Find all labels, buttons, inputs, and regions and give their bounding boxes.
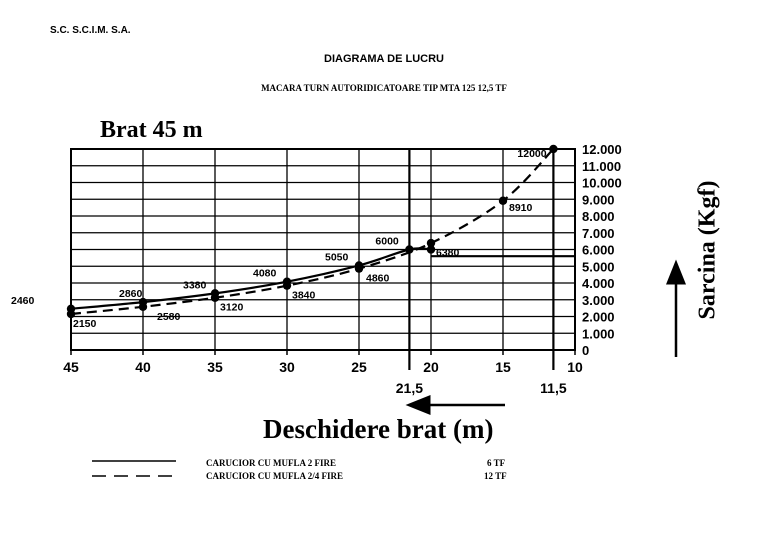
data-label: 3840 — [292, 289, 316, 302]
x-tick-label: 45 — [63, 359, 79, 375]
x-tick-label: 25 — [351, 359, 367, 375]
document-subtitle: MACARA TURN AUTORIDICATOARE TIP MTA 125 12,5 TF — [261, 83, 507, 93]
x-tick-label: 10 — [567, 359, 583, 375]
data-point — [283, 281, 291, 289]
data-label: 2860 — [119, 288, 143, 301]
x-extra-tick-label: 21,5 — [395, 380, 424, 396]
y-tick-label: 8.000 — [582, 209, 615, 224]
data-label: 4080 — [253, 267, 277, 280]
y-tick-label: 5.000 — [582, 259, 615, 275]
data-label: 2580 — [157, 310, 181, 323]
y-tick-label: 3.000 — [582, 292, 615, 308]
chart-title: Brat 45 m — [100, 117, 203, 143]
legend-series-2-capacity: 12 TF — [484, 471, 507, 481]
data-point — [355, 264, 363, 272]
x-extra-tick-label: 11,5 — [540, 380, 567, 396]
data-label: 2460 — [11, 294, 35, 307]
legend-series-1-name: CARUCIOR CU MUFLA 2 FIRE — [206, 458, 336, 468]
y-tick-label: 7.000 — [582, 225, 615, 241]
data-point — [211, 294, 219, 302]
document-title: DIAGRAMA DE LUCRU — [324, 53, 444, 65]
x-tick-label: 35 — [207, 359, 223, 375]
y-tick-label: 11.000 — [582, 158, 622, 174]
data-label: 8910 — [509, 201, 533, 214]
grid — [71, 149, 575, 350]
data-point — [499, 197, 507, 205]
x-tick-label: 30 — [279, 359, 295, 375]
y-tick-label: 0 — [582, 343, 590, 358]
data-point — [139, 303, 147, 311]
data-label: 6380 — [436, 247, 460, 260]
x-tick-label: 15 — [495, 359, 511, 375]
x-axis-label: Deschidere brat (m) — [263, 414, 494, 444]
data-label: 3120 — [220, 301, 244, 314]
data-label: 12000 — [517, 148, 547, 160]
y-tick-label: 6.000 — [582, 242, 615, 258]
legend-series-1-capacity: 6 TF — [487, 458, 506, 468]
data-label: 6000 — [375, 235, 399, 248]
y-tick-label: 4.000 — [582, 276, 615, 291]
data-label: 3380 — [183, 279, 207, 292]
legend-lines — [90, 455, 180, 485]
x-tick-label: 20 — [423, 359, 439, 375]
y-tick-label: 10.000 — [582, 175, 622, 191]
data-label: 2150 — [73, 317, 97, 330]
company-name: S.C. S.C.I.M. S.A. — [50, 25, 131, 36]
x-tick-label: 40 — [135, 359, 151, 375]
y-tick-label: 12.000 — [582, 142, 622, 157]
legend-series-2-name: CARUCIOR CU MUFLA 2/4 FIRE — [206, 471, 343, 481]
data-point — [427, 239, 435, 247]
y-tick-label: 9.000 — [582, 192, 615, 208]
y-axis-label: Sarcina (Kgf) — [694, 180, 721, 320]
data-label: 5050 — [325, 251, 349, 264]
data-labels — [11, 148, 547, 330]
y-tick-label: 1.000 — [582, 326, 615, 342]
data-label: 4860 — [366, 272, 390, 285]
y-tick-label: 2.000 — [582, 309, 615, 325]
